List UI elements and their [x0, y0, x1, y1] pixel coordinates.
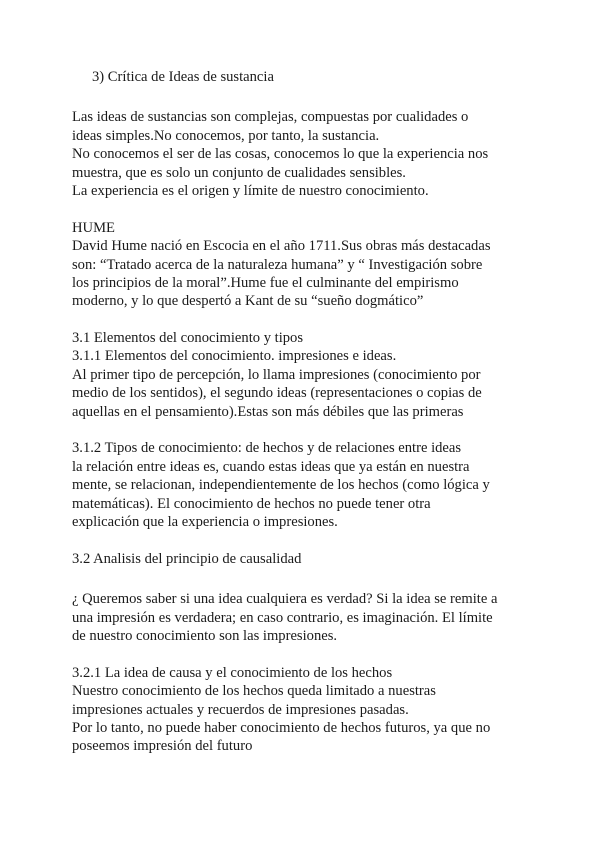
spacer [72, 86, 532, 108]
text-line: ¿ Queremos saber si una idea cualquiera es verdad? Si la idea se remite a [72, 591, 498, 608]
text-line: poseemos impresión del futuro [72, 738, 253, 755]
text-line: Por lo tanto, no puede haber conocimiento de hechos futuros, ya que no [72, 719, 491, 736]
section-title-hume: HUME [72, 219, 115, 236]
text-line: muestra, que es solo un conjunto de cualidades sensibles. [72, 164, 406, 181]
subsection-heading: 3.2.1 La idea de causa y el conocimiento de los hechos [72, 664, 393, 681]
paragraph-causa [72, 664, 532, 756]
paragraph-verdad [72, 590, 532, 645]
spacer [72, 200, 532, 218]
document-page [72, 68, 532, 756]
subsection-heading: 3.1.2 Tipos de conocimiento: de hechos y de relaciones entre ideas [72, 440, 462, 457]
spacer [72, 531, 532, 549]
section-heading-causalidad: 3.2 Analisis del principio de causalidad [72, 550, 302, 567]
text-line: de nuestro conocimiento son las impresiones. [72, 627, 338, 644]
text-line: son: “Tratado acerca de la naturaleza humana” y “ Investigación sobre [72, 256, 483, 273]
text-line: los principios de la moral”.Hume fue el culminante del empirismo [72, 274, 459, 291]
text-line: medio de los sentidos), el segundo ideas (representaciones o copias de [72, 385, 482, 402]
text-line: Nuestro conocimiento de los hechos queda limitado a nuestras [72, 683, 436, 700]
subsection-heading: 3.1.1 Elementos del conocimiento. impresiones e ideas. [72, 348, 397, 365]
section-heading-sustancia: 3) Crítica de Ideas de sustancia [92, 69, 274, 85]
spacer [72, 645, 532, 663]
text-line: David Hume nació en Escocia en el año 1711.Sus obras más destacadas [72, 238, 491, 255]
subsection-heading: 3.1 Elementos del conocimiento y tipos [72, 330, 304, 347]
text-line: matemáticas). El conocimiento de hechos no puede tener otra [72, 495, 431, 512]
text-line: una impresión es verdadera; en caso contrario, es imaginación. El límite [72, 609, 493, 626]
text-line: impresiones actuales y recuerdos de impresiones pasadas. [72, 701, 409, 718]
paragraph-tipos [72, 439, 532, 531]
paragraph-elementos [72, 329, 532, 421]
spacer [72, 421, 532, 439]
text-line: Las ideas de sustancias son complejas, compuestas por cualidades o [72, 109, 469, 126]
text-line: La experiencia es el origen y límite de nuestro conocimiento. [72, 182, 429, 199]
paragraph-sustancia [72, 108, 532, 200]
text-line: ideas simples.No conocemos, por tanto, la sustancia. [72, 127, 380, 144]
spacer [72, 311, 532, 329]
paragraph-hume-bio [72, 237, 532, 311]
text-line: Al primer tipo de percepción, lo llama impresiones (conocimiento por [72, 366, 481, 383]
text-line: explicación que la experiencia o impresiones. [72, 513, 338, 530]
text-line: aquellas en el pensamiento).Estas son más débiles que las primeras [72, 403, 464, 420]
spacer [72, 568, 532, 590]
text-line: No conocemos el ser de las cosas, conocemos lo que la experiencia nos [72, 146, 489, 163]
text-line: la relación entre ideas es, cuando estas ideas que ya están en nuestra [72, 458, 470, 475]
text-line: mente, se relacionan, independientemente de los hechos (como lógica y [72, 477, 490, 494]
text-line: moderno, y lo que despertó a Kant de su “sueño dogmático” [72, 293, 424, 310]
